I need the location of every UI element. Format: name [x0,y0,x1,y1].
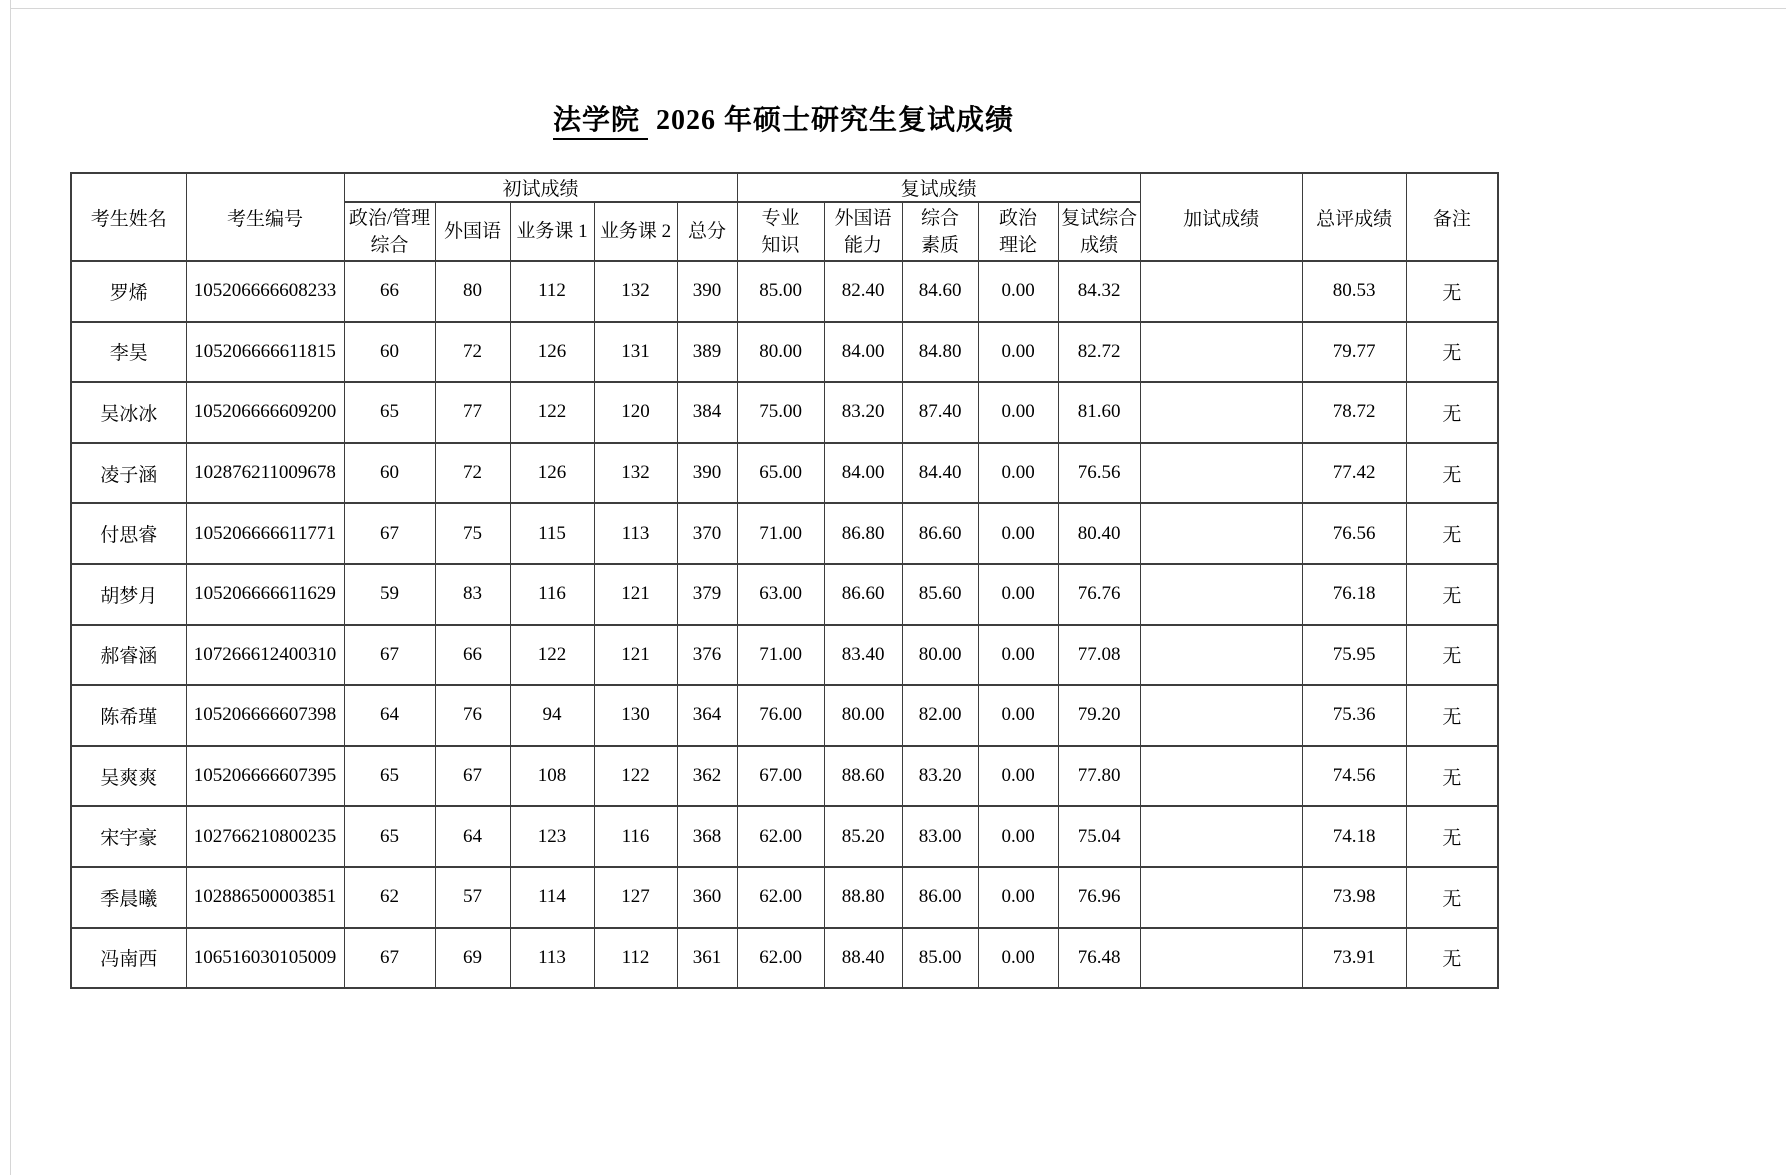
cell-id: 107266612400310 [186,625,344,686]
cell-extra-score [1140,261,1302,322]
cell-extra-score [1140,322,1302,383]
header-remark: 备注 [1406,173,1498,261]
cell-name: 宋宇豪 [71,806,186,867]
cell-course2: 121 [594,564,677,625]
cell-political-theory: 0.00 [978,928,1058,989]
cell-name: 胡梦月 [71,564,186,625]
cell-id: 106516030105009 [186,928,344,989]
cell-overall-score: 76.18 [1302,564,1406,625]
cell-id: 105206666608233 [186,261,344,322]
cell-remark: 无 [1406,503,1498,564]
cell-foreign: 75 [435,503,510,564]
table-row [71,322,1498,383]
header-major-line1: 专业 [761,207,800,229]
cell-foreign: 77 [435,382,510,443]
cell-foreign-ability: 85.20 [824,806,902,867]
cell-retest-score: 80.40 [1058,503,1140,564]
cell-total: 364 [677,685,737,746]
cell-politics: 62 [344,867,435,928]
cell-remark: 无 [1406,564,1498,625]
cell-political-theory: 0.00 [978,443,1058,504]
cell-extra-score [1140,443,1302,504]
cell-political-theory: 0.00 [978,685,1058,746]
cell-foreign: 76 [435,685,510,746]
header-candidate-id: 考生编号 [186,173,344,261]
cell-political-theory: 0.00 [978,746,1058,807]
cell-quality: 86.60 [902,503,978,564]
header-foreign-language: 外国语 [435,202,510,261]
cell-foreign-ability: 83.40 [824,625,902,686]
cell-politics: 60 [344,443,435,504]
cell-id: 102886500003851 [186,867,344,928]
cell-total: 368 [677,806,737,867]
cell-overall-score: 76.56 [1302,503,1406,564]
cell-overall-score: 77.42 [1302,443,1406,504]
cell-id: 105206666607398 [186,685,344,746]
cell-politics: 67 [344,625,435,686]
cell-major: 71.00 [737,503,824,564]
cell-overall-score: 80.53 [1302,261,1406,322]
cell-course1: 114 [510,867,594,928]
cell-political-theory: 0.00 [978,806,1058,867]
cell-course1: 113 [510,928,594,989]
cell-id: 105206666611629 [186,564,344,625]
cell-course2: 127 [594,867,677,928]
cell-name: 季晨曦 [71,867,186,928]
cell-politics: 65 [344,382,435,443]
cell-total: 376 [677,625,737,686]
cell-major: 63.00 [737,564,824,625]
cell-total: 390 [677,261,737,322]
cell-foreign: 64 [435,806,510,867]
cell-foreign-ability: 88.40 [824,928,902,989]
cell-total: 361 [677,928,737,989]
cell-overall-score: 73.91 [1302,928,1406,989]
header-course1: 业务课 1 [510,202,594,261]
cell-retest-score: 79.20 [1058,685,1140,746]
cell-political-theory: 0.00 [978,382,1058,443]
header-overall-score: 总评成绩 [1302,173,1406,261]
cell-name: 陈希瑾 [71,685,186,746]
cell-quality: 84.60 [902,261,978,322]
table-body [71,261,1498,988]
cell-id: 105206666611771 [186,503,344,564]
cell-course2: 112 [594,928,677,989]
cell-quality: 84.40 [902,443,978,504]
cell-major: 80.00 [737,322,824,383]
cell-foreign-ability: 84.00 [824,443,902,504]
cell-extra-score [1140,928,1302,989]
cell-foreign: 69 [435,928,510,989]
cell-extra-score [1140,867,1302,928]
cell-course1: 126 [510,322,594,383]
cell-foreign-ability: 82.40 [824,261,902,322]
header-retest-composite-line2: 成绩 [1080,234,1119,256]
cell-political-theory: 0.00 [978,322,1058,383]
cell-politics: 65 [344,806,435,867]
cell-course1: 94 [510,685,594,746]
cell-major: 67.00 [737,746,824,807]
cell-name: 吴爽爽 [71,746,186,807]
cell-political-theory: 0.00 [978,564,1058,625]
cell-major: 62.00 [737,806,824,867]
cell-major: 85.00 [737,261,824,322]
cell-foreign: 57 [435,867,510,928]
cell-quality: 82.00 [902,685,978,746]
cell-course2: 116 [594,806,677,867]
header-course2: 业务课 2 [594,202,677,261]
scores-table [70,172,1499,989]
cell-quality: 85.60 [902,564,978,625]
header-group-row [71,173,1498,202]
table-row [71,443,1498,504]
cell-political-theory: 0.00 [978,867,1058,928]
page-title-school: 法学院 [553,105,648,140]
cell-id: 105206666607395 [186,746,344,807]
cell-foreign-ability: 86.60 [824,564,902,625]
cell-foreign: 80 [435,261,510,322]
cell-quality: 85.00 [902,928,978,989]
header-retest-composite [1058,202,1140,261]
cell-course1: 108 [510,746,594,807]
cell-remark: 无 [1406,625,1498,686]
cell-course1: 112 [510,261,594,322]
header-political-theory [978,202,1058,261]
header-political-theory-line1: 政治 [999,207,1038,229]
table-row [71,928,1498,989]
cell-politics: 66 [344,261,435,322]
cell-total: 362 [677,746,737,807]
cell-extra-score [1140,806,1302,867]
cell-remark: 无 [1406,806,1498,867]
cell-id: 105206666609200 [186,382,344,443]
cell-foreign: 72 [435,322,510,383]
cell-extra-score [1140,503,1302,564]
header-politics-line1: 政治/管理 [348,207,431,229]
cell-overall-score: 74.56 [1302,746,1406,807]
cell-foreign-ability: 88.60 [824,746,902,807]
cell-total: 370 [677,503,737,564]
cell-name: 凌子涵 [71,443,186,504]
cell-remark: 无 [1406,382,1498,443]
cell-total: 390 [677,443,737,504]
cell-retest-score: 81.60 [1058,382,1140,443]
cell-foreign: 83 [435,564,510,625]
header-retest-group: 复试成绩 [737,173,1140,202]
cell-id: 102876211009678 [186,443,344,504]
cell-name: 罗烯 [71,261,186,322]
cell-remark: 无 [1406,928,1498,989]
header-quality-line1: 综合 [921,207,960,229]
cell-extra-score [1140,382,1302,443]
cell-politics: 60 [344,322,435,383]
cell-overall-score: 78.72 [1302,382,1406,443]
cell-foreign-ability: 88.80 [824,867,902,928]
cell-political-theory: 0.00 [978,261,1058,322]
cell-total: 379 [677,564,737,625]
page-title-rest: 2026 年硕士研究生复试成绩 [648,105,1015,136]
cell-quality: 80.00 [902,625,978,686]
cell-name: 付思睿 [71,503,186,564]
header-extra-score: 加试成绩 [1140,173,1302,261]
cell-foreign-ability: 80.00 [824,685,902,746]
cell-course2: 121 [594,625,677,686]
cell-course2: 122 [594,746,677,807]
table-row [71,746,1498,807]
cell-major: 75.00 [737,382,824,443]
cell-major: 65.00 [737,443,824,504]
cell-foreign: 66 [435,625,510,686]
cell-politics: 59 [344,564,435,625]
header-quality-line2: 素质 [921,234,960,256]
table-row [71,867,1498,928]
cell-retest-score: 82.72 [1058,322,1140,383]
cell-course2: 131 [594,322,677,383]
cell-name: 郝睿涵 [71,625,186,686]
cell-remark: 无 [1406,261,1498,322]
cell-retest-score: 77.80 [1058,746,1140,807]
header-major-knowledge [737,202,824,261]
cell-extra-score [1140,685,1302,746]
cell-course2: 120 [594,382,677,443]
cell-politics: 67 [344,503,435,564]
cell-remark: 无 [1406,685,1498,746]
cell-foreign: 67 [435,746,510,807]
table-row [71,261,1498,322]
header-overall-quality [902,202,978,261]
cell-name: 李昊 [71,322,186,383]
cell-id: 105206666611815 [186,322,344,383]
cell-course1: 126 [510,443,594,504]
header-political-theory-line2: 理论 [999,234,1038,256]
cell-course1: 123 [510,806,594,867]
cell-quality: 86.00 [902,867,978,928]
cell-quality: 87.40 [902,382,978,443]
cell-politics: 64 [344,685,435,746]
cell-overall-score: 75.36 [1302,685,1406,746]
table-row [71,503,1498,564]
cell-course1: 122 [510,382,594,443]
header-foreign-ability [824,202,902,261]
cell-major: 62.00 [737,928,824,989]
cell-retest-score: 76.48 [1058,928,1140,989]
table-row [71,564,1498,625]
cell-foreign-ability: 86.80 [824,503,902,564]
cell-quality: 84.80 [902,322,978,383]
header-politics-line2: 综合 [370,234,409,256]
header-candidate-name: 考生姓名 [71,173,186,261]
table-row [71,382,1498,443]
cell-major: 62.00 [737,867,824,928]
cell-overall-score: 79.77 [1302,322,1406,383]
cell-politics: 67 [344,928,435,989]
cell-course2: 132 [594,261,677,322]
header-politics-management [344,202,435,261]
header-retest-composite-line1: 复试综合 [1061,207,1138,229]
cell-name: 吴冰冰 [71,382,186,443]
cell-major: 76.00 [737,685,824,746]
cell-retest-score: 76.96 [1058,867,1140,928]
cell-course2: 130 [594,685,677,746]
cell-overall-score: 75.95 [1302,625,1406,686]
table-row [71,625,1498,686]
cell-quality: 83.20 [902,746,978,807]
cell-retest-score: 76.76 [1058,564,1140,625]
page-edge-left [10,0,11,1175]
cell-course1: 122 [510,625,594,686]
cell-name: 冯南西 [71,928,186,989]
header-first-exam-group: 初试成绩 [344,173,737,202]
header-major-line2: 知识 [761,234,800,256]
cell-total: 360 [677,867,737,928]
cell-political-theory: 0.00 [978,625,1058,686]
cell-retest-score: 84.32 [1058,261,1140,322]
cell-remark: 无 [1406,746,1498,807]
cell-retest-score: 77.08 [1058,625,1140,686]
cell-extra-score [1140,625,1302,686]
cell-overall-score: 73.98 [1302,867,1406,928]
cell-foreign-ability: 83.20 [824,382,902,443]
cell-major: 71.00 [737,625,824,686]
cell-extra-score [1140,564,1302,625]
cell-retest-score: 75.04 [1058,806,1140,867]
header-foreign-ability-line1: 外国语 [834,207,892,229]
cell-political-theory: 0.00 [978,503,1058,564]
cell-course2: 132 [594,443,677,504]
cell-foreign-ability: 84.00 [824,322,902,383]
cell-course1: 116 [510,564,594,625]
cell-extra-score [1140,746,1302,807]
cell-total: 389 [677,322,737,383]
cell-foreign: 72 [435,443,510,504]
page-title [70,98,1497,138]
cell-politics: 65 [344,746,435,807]
header-foreign-ability-line2: 能力 [844,234,883,256]
cell-course1: 115 [510,503,594,564]
cell-remark: 无 [1406,443,1498,504]
header-total-score: 总分 [677,202,737,261]
table-row [71,806,1498,867]
table-row [71,685,1498,746]
cell-retest-score: 76.56 [1058,443,1140,504]
cell-overall-score: 74.18 [1302,806,1406,867]
page-edge-top [10,8,1786,9]
cell-remark: 无 [1406,322,1498,383]
cell-course2: 113 [594,503,677,564]
cell-quality: 83.00 [902,806,978,867]
cell-id: 102766210800235 [186,806,344,867]
cell-total: 384 [677,382,737,443]
cell-remark: 无 [1406,867,1498,928]
